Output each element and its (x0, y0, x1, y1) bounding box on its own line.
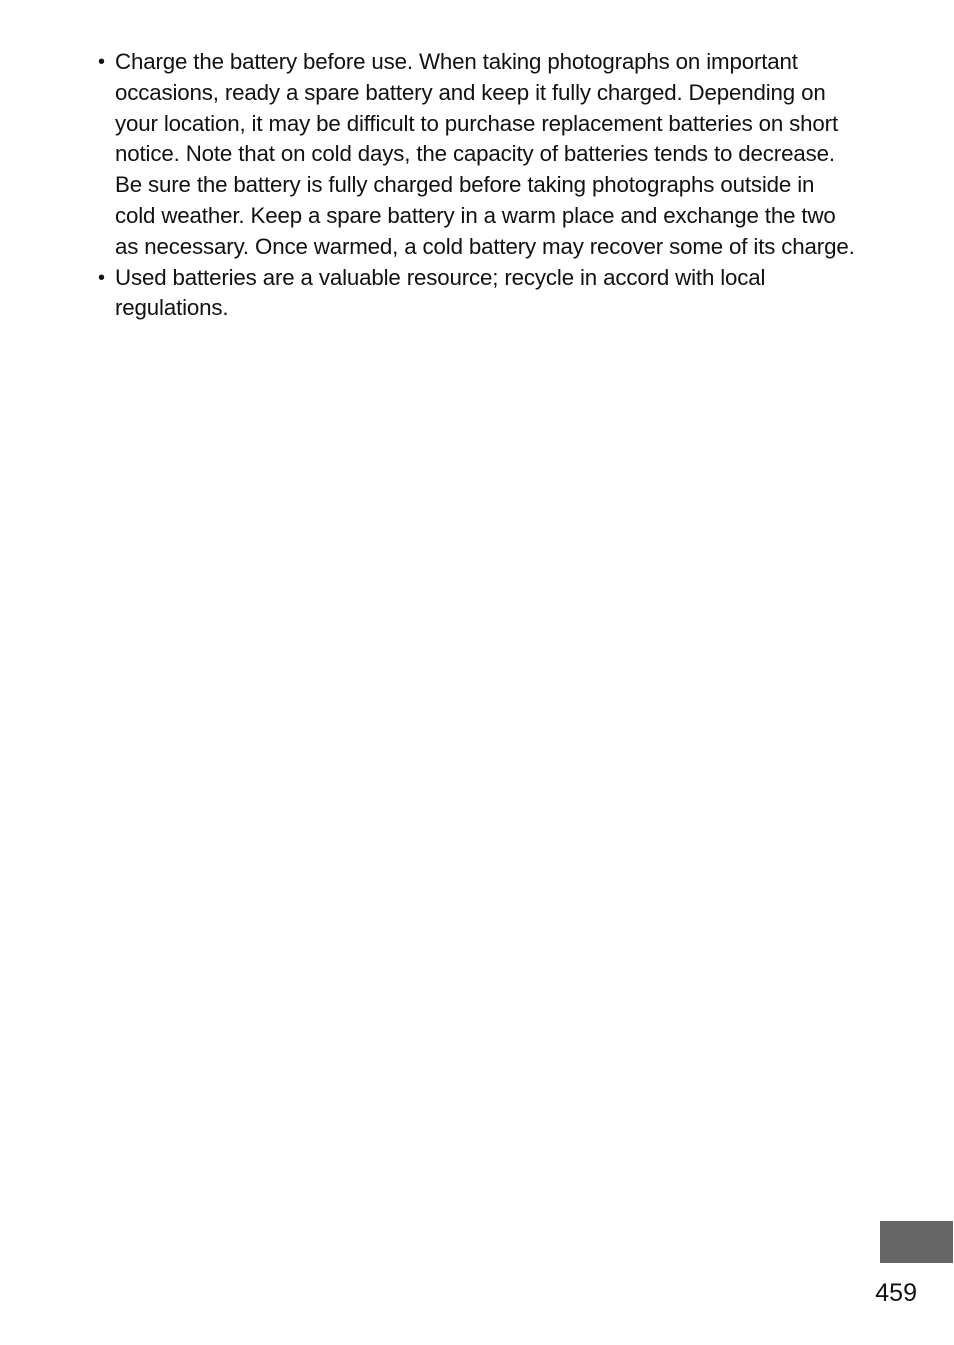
bullet-icon: • (98, 266, 105, 289)
bullet-text: Used batteries are a valuable resource; recycle in accord with local regulations. (115, 264, 766, 321)
list-item (98, 263, 858, 325)
battery-tips-list (98, 47, 858, 324)
section-tab-marker (880, 1221, 953, 1263)
list-item (98, 47, 858, 263)
bullet-icon: • (98, 51, 105, 73)
page-number: 459 (875, 1279, 917, 1307)
bullet-text: Charge the battery before use. When taking photographs on important occasions, ready a spare battery and keep it fully charged. Depending on your location, it may be difficult to purchase replacement batteries on short notice. Note that on cold days, the capacity of batteries tends to decrease. Be sure the battery is fully charged before taking photographs outside in cold weather. Keep a spare battery in a warm place and exchange the two as necessary. Once warmed, a cold battery may recover some of its charge. (115, 49, 855, 259)
